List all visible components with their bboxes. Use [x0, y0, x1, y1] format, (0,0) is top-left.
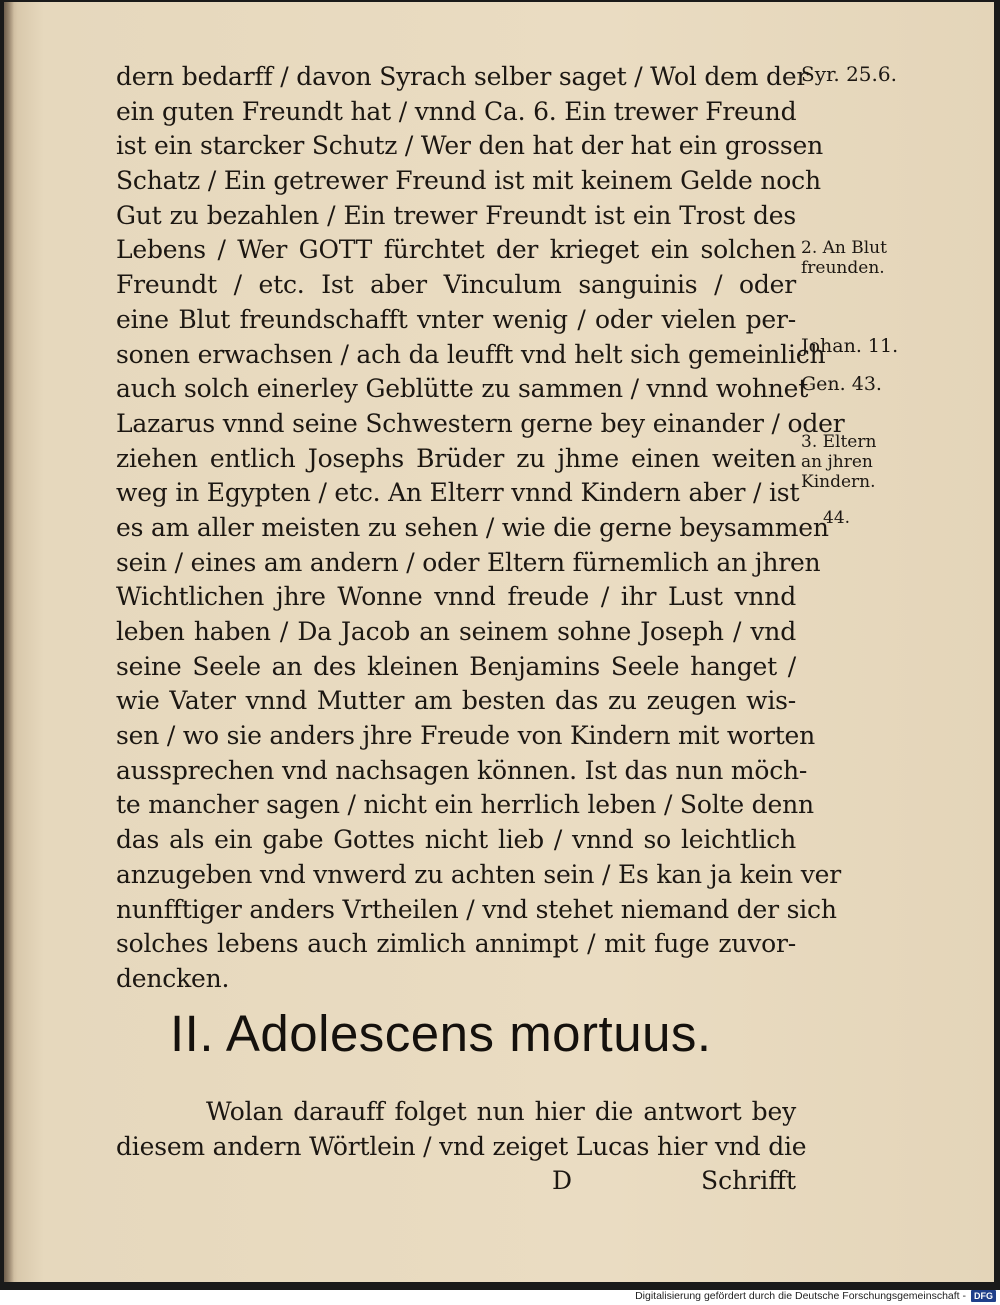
text-line: nunfftiger anders Vrtheilen / vnd stehet niemand der sich: [116, 894, 837, 924]
text-line: leben haben / Da Jacob an seinem sohne Joseph / vnd: [116, 617, 796, 646]
margin-note-eltern-line2: an jhren: [801, 452, 873, 472]
text-line: Lebens / Wer GOTT fürchtet der krieget ein solchen: [116, 235, 796, 265]
margin-note-blut-line2: freunden.: [801, 258, 885, 278]
text-line: diesem andern Wörtlein / vnd zeiget Lucas hier vnd die: [116, 1131, 807, 1161]
margin-note-eltern-line1: 3. Eltern: [801, 432, 877, 452]
text-line: dencken.: [116, 963, 230, 993]
dfg-logo-icon: DFG: [971, 1290, 996, 1302]
book-page: [4, 2, 994, 1282]
catchword: Schrifft: [701, 1166, 796, 1196]
text-line: te mancher sagen / nicht ein herrlich leben / Solte denn: [116, 790, 814, 820]
section-text: [116, 1095, 807, 1199]
text-line: auch solch einerley Geblütte zu sammen / vnnd wohnet: [116, 374, 809, 404]
text-line: ein guten Freundt hat / vnnd Ca. 6. Ein trewer Freund: [116, 96, 797, 126]
text-line: anzugeben vnd vnwerd zu achten sein / Es kan ja kein ver: [116, 859, 841, 889]
text-line: es am aller meisten zu sehen / wie die gerne beysammen: [116, 512, 829, 542]
margin-note-eltern-line3: Kindern.: [801, 472, 876, 492]
text-line: Gut zu bezahlen / Ein trewer Freundt ist ein Trost des: [116, 200, 796, 230]
text-line: das als ein gabe Gottes nicht lieb / vnnd so leichtlich: [116, 825, 796, 855]
text-line: solches lebens auch zimlich annimpt / mit fuge zuvor-: [116, 929, 796, 959]
text-line: aussprechen vnd nachsagen können. Ist das nun möch-: [116, 755, 808, 785]
section-heading: II. Adolescens mortuus.: [170, 1005, 712, 1062]
text-line: sen / wo sie anders jhre Freude von Kindern mit worten: [116, 721, 816, 751]
text-line: ist ein starcker Schutz / Wer den hat der hat ein grossen: [116, 131, 823, 161]
catchword-signature: D: [552, 1166, 573, 1196]
text-line: seine Seele an des kleinen Benjamins Seele hanget /: [116, 651, 796, 681]
text-line: Wichtlichen jhre Wonne vnnd freude / ihr Lust vnnd: [116, 582, 796, 612]
text-line: sonen erwachsen / ach da leufft vnd helt sich gemeinlich: [116, 339, 826, 369]
margin-note-syr: Syr. 25.6.: [801, 62, 897, 86]
margin-note-gen: Gen. 43.: [801, 373, 882, 395]
text-line: Schatz / Ein getrewer Freund ist mit keinem Gelde noch: [116, 166, 821, 196]
catchword-line: [116, 1164, 796, 1199]
footer-credit: [600, 1289, 996, 1303]
text-line: Freundt / etc. Ist aber Vinculum sanguinis / oder: [116, 270, 796, 300]
margin-note-44: 44.: [823, 508, 851, 528]
footer-text: Digitalisierung gefördert durch die Deutsche Forschungsgemeinschaft -: [635, 1290, 966, 1302]
text-line: sein / eines am andern / oder Eltern fürnemlich an jhren: [116, 547, 821, 577]
text-line: Lazarus vnnd seine Schwestern gerne bey einander / oder: [116, 408, 845, 438]
text-line: wie Vater vnnd Mutter am besten das zu zeugen wis-: [116, 686, 796, 716]
margin-note-blut-line1: 2. An Blut: [801, 238, 887, 258]
margin-note-johan: Johan. 11.: [801, 335, 899, 357]
text-line: eine Blut freundschafft vnter wenig / oder vielen per-: [116, 304, 796, 334]
text-line: Wolan darauff folget nun hier die antwort bey: [206, 1097, 796, 1126]
text-line: weg in Egypten / etc. An Elterr vnnd Kindern aber / ist: [116, 478, 800, 508]
text-line: dern bedarff / davon Syrach selber saget / Wol dem der: [116, 62, 809, 91]
text-line: ziehen entlich Josephs Brüder zu jhme einen weiten: [116, 443, 796, 473]
